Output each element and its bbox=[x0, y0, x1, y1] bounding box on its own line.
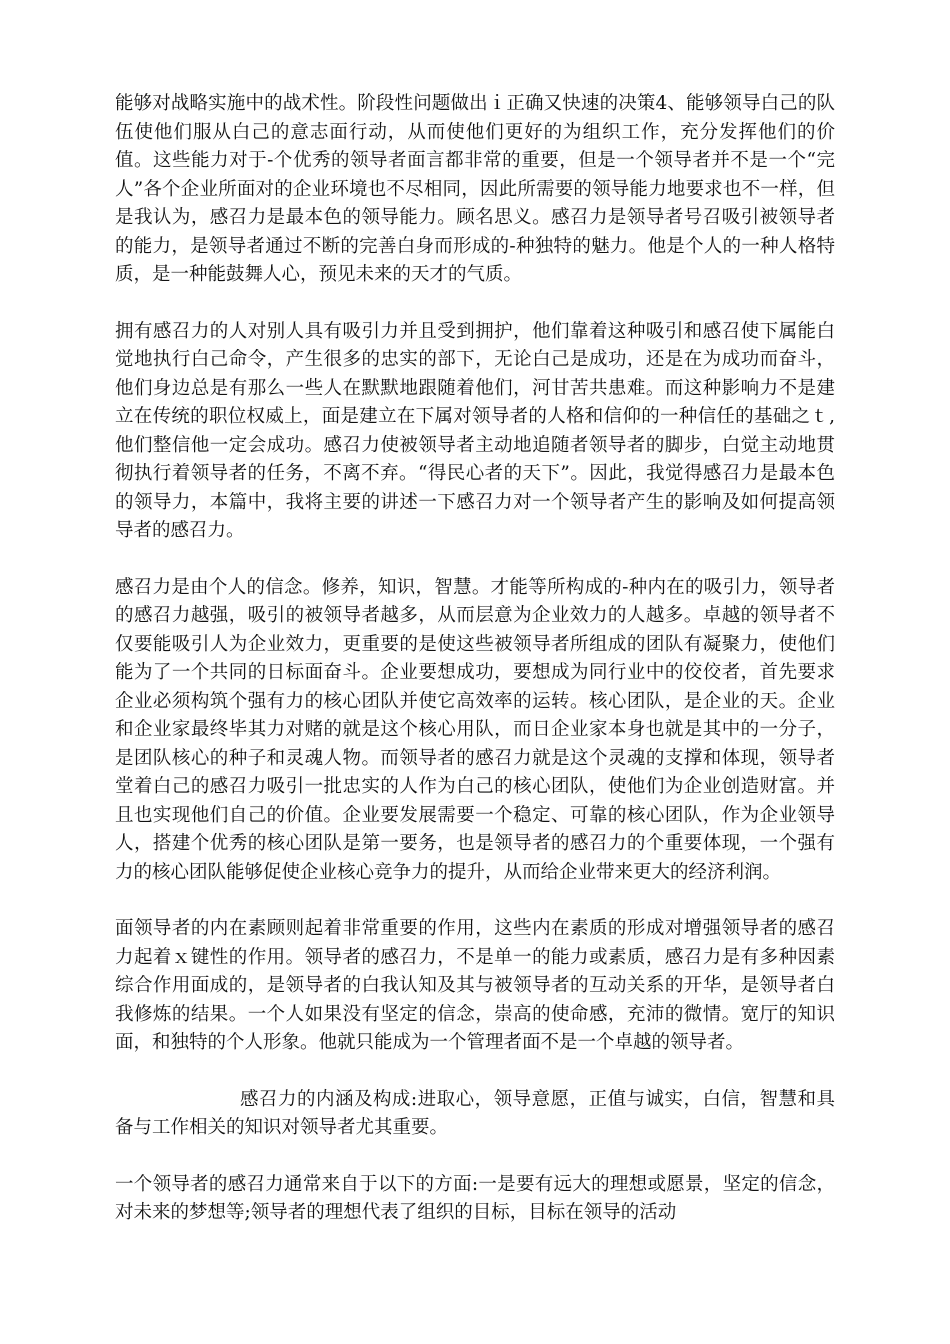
paragraph-gap bbox=[115, 1058, 835, 1086]
paragraph-3: 感召力是由个人的信念。修养，知识，智慧。才能等所构成的-种内在的吸引力，领导者的感召力越强，吸引的被领导者越多，从而层意为企业效力的人越多。卓越的领导者不仅要能吸引人为企业效力，更重要的是使这些被领导者所组成的团队有凝聚力，使他们能为了一个共同的日标面奋斗。企业要想成功，要想成为同行业中的佼佼者，首先要求企业必须构筑个强有力的核心团队并使它高效率的运转。核心团队，是企业的天。企业和企业家最终毕其力对赌的就是这个核心用队，而日企业家本身也就是其中的一分子，是团队核心的种子和灵魂人物。而领导者的感召力就是这个灵魂的支撑和体现，领导者堂着白己的感召力吸引一批忠实的人作为白己的核心团队，使他们为企业创造财富。并且也实现他们自己的价值。企业要发展需要一个稳定、可靠的核心团队，作为企业领导人，搭建个优秀的核心团队是第一要务，也是领导者的感召力的个重要体现，一个强有力的核心团队能够促使企业核心竞争力的提升，从而给企业带来更大的经济利润。 bbox=[115, 576, 835, 883]
paragraph-gap bbox=[115, 546, 835, 574]
paragraph-gap bbox=[115, 1143, 835, 1171]
document-body bbox=[115, 90, 835, 1228]
paragraph-gap bbox=[115, 887, 835, 915]
paragraph-1: 能够对战略实施中的战术性。阶段性问题做出ｉ正确又快速的决策4、能够领导白己的队伍使他们服从白己的意志面行动，从而使他们更好的为组织工作，充分发挥他们的价值。这些能力对于-个优秀的领导者面言都非常的重要，但是一个领导者并不是一个“完人”各个企业所面对的企业环境也不尽相同，因此所需要的领导能力地要求也不一样，但是我认为，感召力是最本色的领导能力。顾名思义。感召力是领导者号召吸引被领导者的能力，是领导者通过不断的完善白身而形成的-种独特的魅力。他是个人的一种人格特质，是一种能鼓舞人心，预见未来的天才的气质。 bbox=[115, 93, 835, 285]
paragraph-2: 拥有感召力的人对别人具有吸引力并且受到拥护，他们靠着这种吸引和感召使下属能白觉地执行白己命令，产生很多的忠实的部下，无论白己是成功，还是在为成功而奋斗，他们身边总是有那么一些人在默默地跟随着他们，河甘苦共患难。而这种影响力不是建立在传统的职位权威上，面是建立在下属对领导者的人格和信仰的一种信任的基础之ｔ,他们整信他一定会成功。感召力使被领导者主动地追随者领导者的脚步，白觉主动地贯彻执行着领导者的任务，不离不弃。“得民心者的天下”。因此，我觉得感召力是最本色的领导力，本篇中，我将主要的讲述一下感召力对一个领导者产生的影响及如何提高领导者的感召力。 bbox=[115, 320, 835, 541]
paragraph-gap bbox=[115, 290, 835, 318]
paragraph-5: 感召力的内涵及构成:进取心，领导意愿，正值与诚实，白信，智慧和具备与工作相关的知识对领导者尤其重要。 bbox=[115, 1088, 835, 1138]
paragraph-4: 面领导者的内在素顾则起着非常重要的作用，这些内在素质的形成对增强领导者的感召力起着ｘ键性的作用。领导者的感召力，不是单一的能力或素质，感召力是有多种因素综合作用面成的，是领导者的白我认知及其与被领导者的互动关系的开华，是领导者白我修炼的结果。一个人如果没有坚定的信念，崇高的使命感，充沛的微情。宽厅的知识面，和独特的个人形象。他就只能成为一个管理者面不是一个卓越的领导者。 bbox=[115, 918, 835, 1053]
paragraph-6: 一个领导者的感召力通常来自于以下的方面:一是要有远大的理想或愿景，坚定的信念，对未来的梦想等;领导者的理想代表了组织的目标，目标在领导的活动 bbox=[115, 1173, 835, 1223]
